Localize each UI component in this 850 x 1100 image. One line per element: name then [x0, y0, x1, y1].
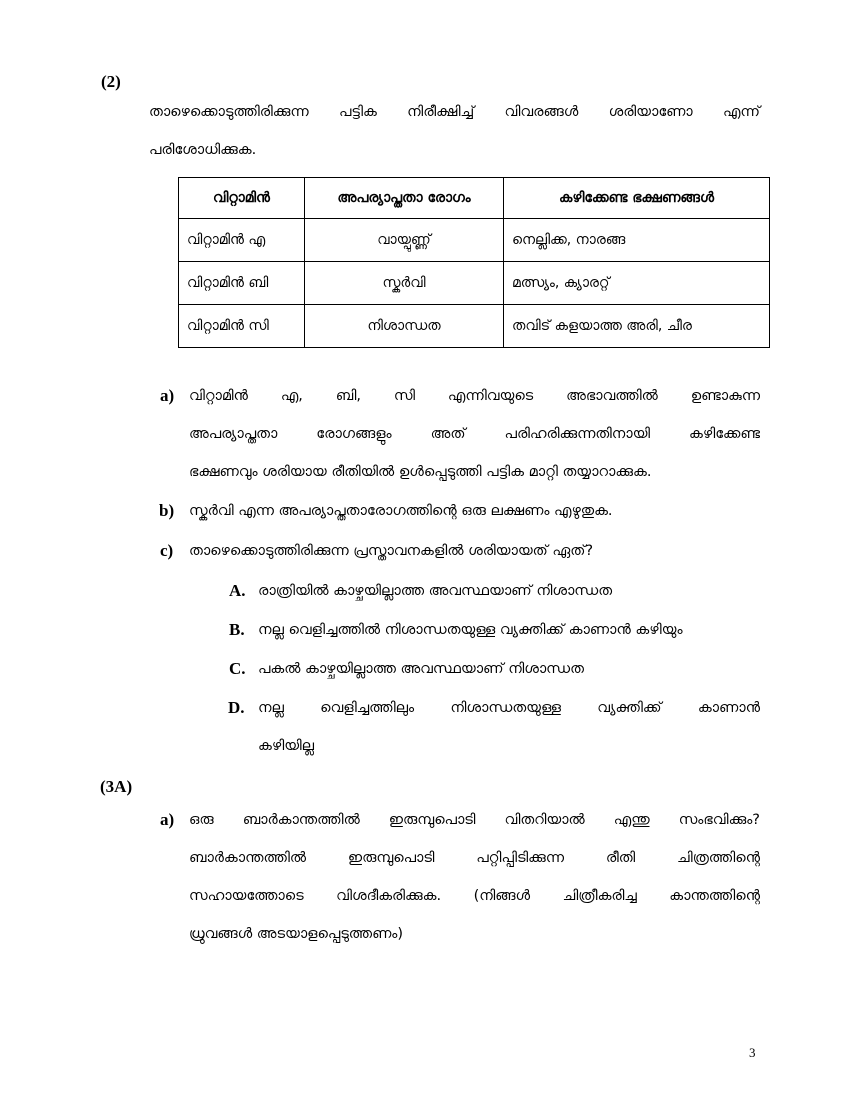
table-cell: സ്കർവി [305, 262, 504, 305]
option-d-line1: നല്ല വെളിച്ചത്തിലും നിശാന്ധതയുള്ള വ്യക്തിക്ക് കാണാൻ [258, 700, 760, 716]
table-cell: വായ്പുണ്ണ് [305, 219, 504, 262]
q2-intro-line1: താഴെക്കൊടുത്തിരിക്കുന്ന പട്ടിക നിരീക്ഷിച്ച് വിവരങ്ങൾ ശരിയാണോ എന്ന് [149, 104, 760, 120]
q2-a-line1: വിറ്റാമിൻ എ, ബി, സി എന്നിവയുടെ അഭാവത്തിൽ ഉണ്ടാകുന്ന [189, 388, 760, 404]
option-b-text: നല്ല വെളിച്ചത്തിൽ നിശാന്ധതയുള്ള വ്യക്തിക്ക് കാണാൻ കഴിയും [258, 622, 683, 638]
q2-intro-line2: പരിശോധിക്കുക. [149, 142, 257, 158]
q2-b-label: b) [159, 501, 175, 520]
option-b-label: B. [229, 620, 245, 639]
option-a-label: A. [229, 581, 246, 600]
option-c-label: C. [229, 659, 246, 678]
table-header-cell: കഴിക്കേണ്ട ഭക്ഷണങ്ങൾ [504, 178, 770, 219]
table-row [179, 262, 770, 305]
q2-a-line3: ഭക്ഷണവും ശരിയായ രീതിയിൽ ഉൾപ്പെടുത്തി പട്ടിക മാറ്റി തയ്യാറാക്കുക. [189, 464, 652, 480]
question-number-2: (2) [101, 72, 121, 91]
page-number: 3 [749, 1045, 756, 1060]
option-c-text: പകൽ കാഴ്ചയില്ലാത്ത അവസ്ഥയാണ് നിശാന്ധത [258, 661, 584, 677]
table-cell: നിശാന്ധത [305, 305, 504, 348]
vitamin-table [178, 177, 770, 348]
q2-a-line2: അപര്യാപ്തതാ രോഗങ്ങളും അത് പരിഹരിക്കുന്നതിനായി കഴിക്കേണ്ട [189, 426, 760, 442]
q3a-a-line2: ബാർകാന്തത്തിൽ ഇരുമ്പുപൊടി പറ്റിപ്പിടിക്കുന്ന രീതി ചിത്രത്തിന്റെ [189, 850, 760, 866]
table-row [179, 219, 770, 262]
table-cell: വിറ്റാമിൻ എ [179, 219, 305, 262]
q2-c-text: താഴെക്കൊടുത്തിരിക്കുന്ന പ്രസ്താവനകളിൽ ശരിയായത് ഏത്? [189, 543, 594, 559]
q2-b-text: സ്കർവി എന്ന അപര്യാപ്തതാരോഗത്തിന്റെ ഒരു ലക്ഷണം എഴുതുക. [189, 503, 613, 519]
table-header-cell: വിറ്റാമിൻ [179, 178, 305, 219]
q3a-a-line1: ഒരു ബാർകാന്തത്തിൽ ഇരുമ്പുപൊടി വിതറിയാൽ എന്തു സംഭവിക്കും? [189, 812, 760, 828]
table-cell: തവിട് കളയാത്ത അരി, ചീര [504, 305, 770, 348]
q3a-a-line3: സഹായത്തോടെ വിശദീകരിക്കുക. (നിങ്ങൾ ചിത്രീകരിച്ച കാന്തത്തിന്റെ [189, 888, 760, 904]
table-header-cell: അപര്യാപ്തതാ രോഗം [305, 178, 504, 219]
table-row [179, 305, 770, 348]
q3a-a-line4: ധ്രുവങ്ങൾ അടയാളപ്പെടുത്തണം) [189, 926, 404, 942]
table-header-row [179, 178, 770, 219]
question-number-3a: (3A) [100, 777, 133, 796]
q2-a-label: a) [160, 386, 175, 405]
q3a-a-label: a) [160, 810, 175, 829]
table-cell: നെല്ലിക്ക, നാരങ്ങ [504, 219, 770, 262]
table-cell: മത്സ്യം, ക്യാരറ്റ് [504, 262, 770, 305]
table-cell: വിറ്റാമിൻ ബി [179, 262, 305, 305]
table-cell: വിറ്റാമിൻ സി [179, 305, 305, 348]
option-a-text: രാത്രിയിൽ കാഴ്ചയില്ലാത്ത അവസ്ഥയാണ് നിശാന്ധത [258, 583, 613, 599]
option-d-label: D. [228, 698, 245, 717]
q2-c-label: c) [160, 541, 174, 560]
option-d-line2: കഴിയില്ല [258, 738, 315, 754]
